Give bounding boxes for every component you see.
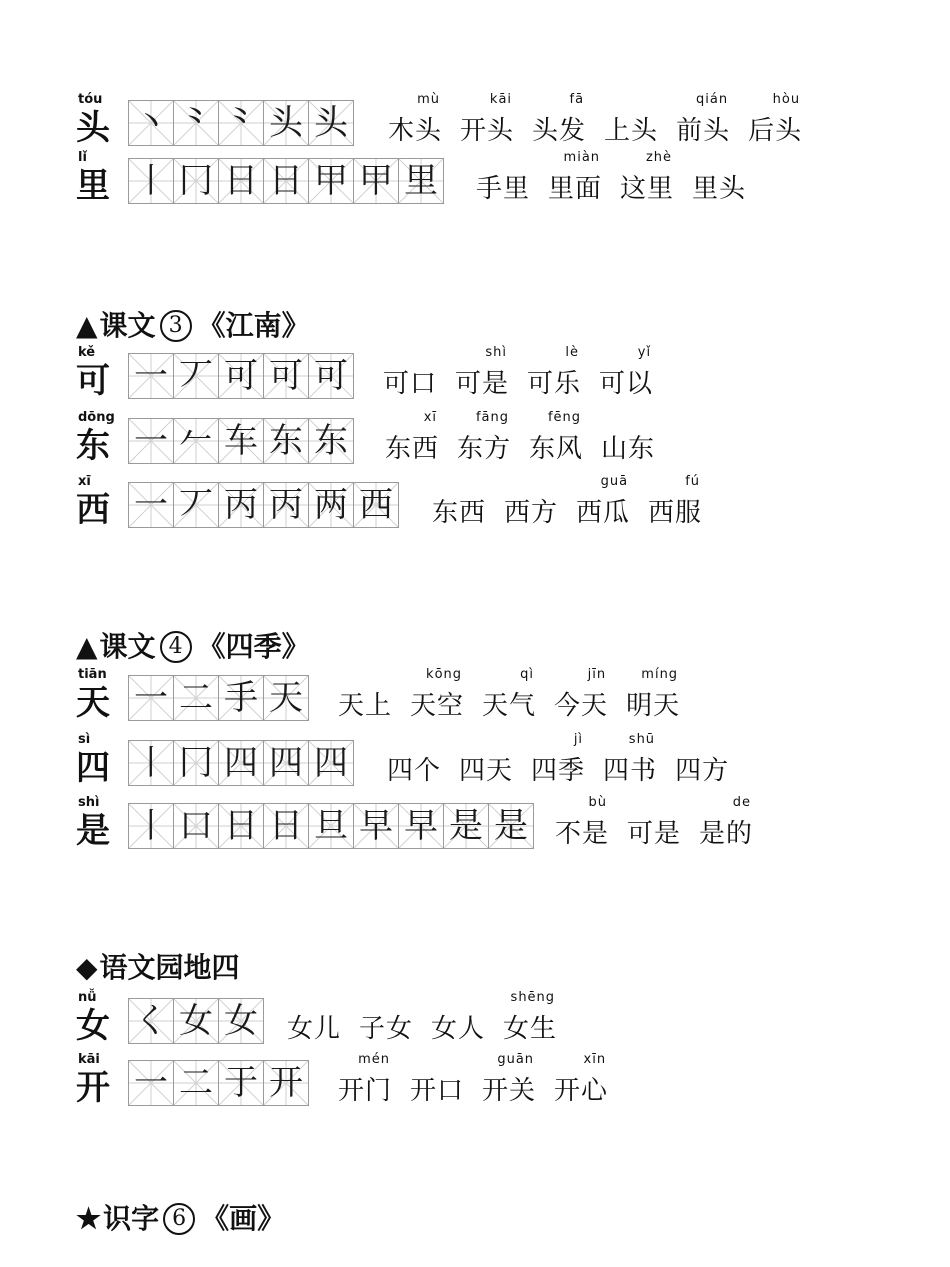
lesson-title: 《江南》	[197, 309, 310, 342]
stroke-step: 里	[404, 161, 438, 201]
word-pinyin: qián	[696, 92, 729, 107]
word-pinyin: fēng	[547, 410, 582, 425]
lesson-number: 6	[163, 1203, 195, 1235]
vocabulary-word	[527, 345, 581, 400]
stroke-cell	[173, 803, 219, 849]
stroke-step: 头	[269, 103, 303, 143]
word-pinyin: shēng	[510, 990, 556, 1005]
vocabulary-word	[620, 150, 674, 205]
section-heading	[76, 625, 310, 665]
word-text: 后头	[748, 116, 803, 146]
vocabulary-word	[604, 92, 658, 147]
word-text: 四季	[531, 756, 586, 786]
stroke-cell	[218, 675, 264, 721]
stroke-order-grid	[128, 482, 398, 528]
character-pinyin: kě	[78, 345, 96, 360]
word-text: 可乐	[527, 369, 582, 399]
vocabulary-words	[555, 795, 771, 850]
heading-marker: ◆	[76, 951, 98, 984]
stroke-step: 丨	[134, 806, 168, 846]
stroke-step: 女	[179, 1001, 213, 1041]
word-pinyin: xīn	[583, 1052, 607, 1067]
word-text: 可是	[455, 369, 510, 399]
stroke-cell	[263, 803, 309, 849]
stroke-cell	[173, 353, 219, 399]
stroke-step: 丨	[134, 743, 168, 783]
word-pinyin: míng	[641, 667, 679, 682]
word-pinyin: fā	[569, 92, 585, 107]
stroke-step: 天	[269, 678, 303, 718]
stroke-cell	[308, 158, 354, 204]
character-entry	[0, 150, 950, 212]
stroke-step: 东	[314, 421, 348, 461]
character-glyph: 西	[76, 490, 110, 530]
stroke-step: 丙	[269, 485, 303, 525]
stroke-step: ⺀	[224, 103, 258, 143]
word-text: 前头	[676, 116, 731, 146]
stroke-step: 两	[314, 485, 348, 525]
vocabulary-words	[476, 150, 764, 205]
stroke-order-grid	[128, 675, 308, 721]
stroke-cell	[398, 803, 444, 849]
stroke-order-grid	[128, 100, 353, 146]
character-pinyin: dōng	[78, 410, 115, 425]
word-text: 开口	[410, 1076, 465, 1106]
word-pinyin: qì	[520, 667, 535, 682]
word-text: 不是	[555, 819, 610, 849]
heading-marker: ▲	[76, 630, 98, 663]
character-pinyin: tóu	[78, 92, 103, 107]
vocabulary-word	[504, 474, 558, 529]
character-entry	[0, 92, 950, 154]
section-heading	[76, 946, 240, 986]
word-text: 里面	[548, 174, 603, 204]
word-pinyin: hòu	[772, 92, 801, 107]
word-pinyin: zhè	[645, 150, 673, 165]
word-text: 西方	[504, 498, 559, 528]
stroke-step: 日	[269, 161, 303, 201]
word-text: 西瓜	[576, 498, 631, 528]
stroke-step: 丨	[134, 161, 168, 201]
word-text: 东西	[432, 498, 487, 528]
vocabulary-words	[287, 990, 575, 1045]
stroke-step: 甲	[314, 161, 348, 201]
word-text: 开门	[338, 1076, 393, 1106]
stroke-cell	[128, 158, 174, 204]
stroke-cell	[218, 482, 264, 528]
word-pinyin: kōng	[426, 667, 463, 682]
stroke-cell	[263, 675, 309, 721]
word-pinyin: xī	[423, 410, 438, 425]
vocabulary-word	[576, 474, 630, 529]
word-text: 这里	[620, 174, 675, 204]
vocabulary-word	[555, 795, 609, 850]
stroke-step: 早	[404, 806, 438, 846]
stroke-cell	[353, 803, 399, 849]
stroke-cell	[128, 740, 174, 786]
word-pinyin: fú	[685, 474, 701, 489]
stroke-order-grid	[128, 418, 353, 464]
vocabulary-word	[627, 795, 681, 850]
stroke-step: く	[134, 1001, 168, 1041]
word-text: 东西	[385, 434, 440, 464]
stroke-cell	[218, 803, 264, 849]
vocabulary-words	[388, 92, 820, 147]
stroke-step: 是	[449, 806, 483, 846]
word-text: 头发	[532, 116, 587, 146]
vocabulary-word	[338, 1052, 392, 1107]
word-pinyin: de	[732, 795, 752, 810]
word-text: 可以	[599, 369, 654, 399]
stroke-step: 日	[224, 806, 258, 846]
stroke-order-grid	[128, 353, 353, 399]
character-glyph: 女	[76, 1006, 110, 1046]
vocabulary-word	[529, 410, 583, 465]
stroke-cell	[128, 418, 174, 464]
section-heading	[76, 1197, 285, 1237]
stroke-cell	[173, 740, 219, 786]
vocabulary-words	[385, 410, 673, 465]
vocabulary-word	[599, 345, 653, 400]
stroke-cell	[443, 803, 489, 849]
stroke-step: 旦	[314, 806, 348, 846]
stroke-step: 是	[494, 806, 528, 846]
vocabulary-word	[287, 990, 341, 1045]
character-pinyin: nǚ	[78, 990, 97, 1005]
vocabulary-word	[692, 150, 746, 205]
character-entry	[0, 410, 950, 472]
word-pinyin: jīn	[587, 667, 607, 682]
stroke-step: 𠂉	[179, 421, 213, 461]
stroke-step: 口	[179, 806, 213, 846]
stroke-step: 于	[224, 1063, 258, 1103]
stroke-cell	[218, 158, 264, 204]
word-text: 山东	[601, 434, 656, 464]
character-entry	[0, 990, 950, 1052]
vocabulary-word	[431, 990, 485, 1045]
vocabulary-word	[603, 732, 657, 787]
character-glyph: 头	[76, 108, 110, 148]
word-pinyin: jì	[573, 732, 584, 747]
stroke-step: 东	[269, 421, 303, 461]
stroke-cell	[263, 100, 309, 146]
stroke-cell	[128, 1060, 174, 1106]
word-text: 今天	[554, 691, 609, 721]
word-text: 可是	[627, 819, 682, 849]
word-pinyin: shì	[485, 345, 508, 360]
character-pinyin: shì	[78, 795, 100, 810]
stroke-step: 二	[179, 1063, 213, 1103]
stroke-step: 四	[224, 743, 258, 783]
vocabulary-word	[482, 1052, 536, 1107]
stroke-step: 丶	[134, 103, 168, 143]
stroke-step: 冂	[179, 743, 213, 783]
stroke-step: 车	[224, 421, 258, 461]
vocabulary-words	[387, 732, 747, 787]
stroke-cell	[263, 1060, 309, 1106]
heading-label: 课文	[99, 309, 156, 342]
vocabulary-word	[432, 474, 486, 529]
vocabulary-word	[387, 732, 441, 787]
stroke-step: 一	[134, 1063, 168, 1103]
stroke-step: 早	[359, 806, 393, 846]
vocabulary-word	[410, 667, 464, 722]
word-pinyin: mén	[358, 1052, 391, 1067]
heading-label: 语文园地四	[99, 951, 240, 984]
stroke-cell	[308, 482, 354, 528]
character-entry	[0, 345, 950, 407]
word-text: 开头	[460, 116, 515, 146]
stroke-cell	[173, 418, 219, 464]
character-glyph: 天	[76, 683, 110, 723]
word-text: 是的	[699, 819, 754, 849]
word-text: 可口	[383, 369, 438, 399]
vocabulary-word	[388, 92, 442, 147]
stroke-step: 日	[269, 806, 303, 846]
word-text: 女生	[503, 1014, 558, 1044]
word-pinyin: miàn	[563, 150, 601, 165]
word-text: 天空	[410, 691, 465, 721]
stroke-cell	[308, 740, 354, 786]
stroke-cell	[263, 158, 309, 204]
vocabulary-word	[531, 732, 585, 787]
vocabulary-word	[455, 345, 509, 400]
character-glyph: 开	[76, 1068, 110, 1108]
word-pinyin: shū	[628, 732, 656, 747]
word-text: 西服	[648, 498, 703, 528]
vocabulary-word	[554, 1052, 608, 1107]
stroke-cell	[218, 998, 264, 1044]
vocabulary-word	[626, 667, 680, 722]
stroke-step: 手	[224, 678, 258, 718]
character-entry	[0, 474, 950, 536]
stroke-order-grid	[128, 803, 533, 849]
heading-marker: ★	[76, 1202, 102, 1235]
vocabulary-word	[548, 150, 602, 205]
word-text: 木头	[388, 116, 443, 146]
stroke-order-grid	[128, 158, 443, 204]
vocabulary-words	[432, 474, 720, 529]
character-pinyin: lǐ	[78, 150, 87, 165]
character-glyph: 四	[76, 748, 110, 788]
vocabulary-words	[338, 1052, 626, 1107]
stroke-step: 一	[134, 485, 168, 525]
word-text: 东风	[529, 434, 584, 464]
stroke-cell	[218, 740, 264, 786]
stroke-step: 二	[179, 678, 213, 718]
word-text: 四个	[387, 756, 442, 786]
heading-marker: ▲	[76, 309, 98, 342]
word-text: 天上	[338, 691, 393, 721]
stroke-cell	[218, 353, 264, 399]
word-pinyin: lè	[565, 345, 580, 360]
vocabulary-word	[459, 732, 513, 787]
stroke-step: 丙	[224, 485, 258, 525]
section-heading	[76, 304, 310, 344]
stroke-cell	[353, 482, 399, 528]
stroke-cell	[263, 482, 309, 528]
stroke-cell	[173, 158, 219, 204]
vocabulary-word	[601, 410, 655, 465]
stroke-step: 丆	[179, 485, 213, 525]
stroke-step: 四	[314, 743, 348, 783]
stroke-cell	[308, 100, 354, 146]
word-pinyin: guān	[497, 1052, 535, 1067]
character-glyph: 里	[76, 166, 110, 206]
stroke-step: 日	[224, 161, 258, 201]
stroke-order-grid	[128, 1060, 308, 1106]
stroke-order-grid	[128, 740, 353, 786]
stroke-cell	[308, 803, 354, 849]
vocabulary-word	[748, 92, 802, 147]
vocabulary-word	[457, 410, 511, 465]
character-entry	[0, 1052, 950, 1114]
word-text: 四方	[675, 756, 730, 786]
stroke-step: 一	[134, 421, 168, 461]
stroke-step: 可	[314, 356, 348, 396]
stroke-cell	[173, 100, 219, 146]
stroke-cell	[353, 158, 399, 204]
stroke-cell	[218, 100, 264, 146]
vocabulary-words	[338, 667, 698, 722]
lesson-number: 3	[160, 310, 192, 342]
stroke-cell	[128, 482, 174, 528]
stroke-cell	[398, 158, 444, 204]
stroke-cell	[128, 803, 174, 849]
word-text: 子女	[359, 1014, 414, 1044]
stroke-step: 开	[269, 1063, 303, 1103]
stroke-cell	[128, 353, 174, 399]
character-glyph: 可	[76, 361, 110, 401]
word-pinyin: fāng	[475, 410, 510, 425]
vocabulary-word	[699, 795, 753, 850]
character-glyph: 东	[76, 426, 110, 466]
word-pinyin: kāi	[489, 92, 513, 107]
stroke-cell	[263, 740, 309, 786]
character-pinyin: kāi	[78, 1052, 100, 1067]
word-text: 女儿	[287, 1014, 342, 1044]
word-text: 开心	[554, 1076, 609, 1106]
stroke-cell	[128, 998, 174, 1044]
stroke-step: 西	[359, 485, 393, 525]
vocabulary-word	[532, 92, 586, 147]
word-text: 女人	[431, 1014, 486, 1044]
character-pinyin: tiān	[78, 667, 107, 682]
stroke-step: 一	[134, 356, 168, 396]
stroke-step: ⺀	[179, 103, 213, 143]
vocabulary-word	[482, 667, 536, 722]
word-text: 东方	[457, 434, 512, 464]
lesson-title: 《四季》	[197, 630, 310, 663]
character-glyph: 是	[76, 811, 110, 851]
vocabulary-word	[648, 474, 702, 529]
vocabulary-words	[383, 345, 671, 400]
character-pinyin: sì	[78, 732, 91, 747]
lesson-title: 《画》	[201, 1202, 286, 1235]
vocabulary-word	[503, 990, 557, 1045]
word-text: 天气	[482, 691, 537, 721]
character-pinyin: xī	[78, 474, 91, 489]
vocabulary-word	[460, 92, 514, 147]
stroke-cell	[488, 803, 534, 849]
stroke-step: 四	[269, 743, 303, 783]
stroke-cell	[173, 1060, 219, 1106]
stroke-cell	[308, 418, 354, 464]
vocabulary-word	[359, 990, 413, 1045]
stroke-step: 头	[314, 103, 348, 143]
character-entry	[0, 732, 950, 794]
vocabulary-word	[554, 667, 608, 722]
vocabulary-word	[410, 1052, 464, 1107]
word-text: 手里	[476, 174, 531, 204]
stroke-step: 女	[224, 1001, 258, 1041]
word-text: 上头	[604, 116, 659, 146]
character-entry	[0, 795, 950, 857]
stroke-cell	[263, 353, 309, 399]
word-text: 里头	[692, 174, 747, 204]
stroke-step: 可	[269, 356, 303, 396]
stroke-cell	[263, 418, 309, 464]
stroke-cell	[173, 675, 219, 721]
vocabulary-word	[476, 150, 530, 205]
vocabulary-word	[383, 345, 437, 400]
stroke-order-grid	[128, 998, 263, 1044]
vocabulary-word	[676, 92, 730, 147]
stroke-cell	[173, 482, 219, 528]
vocabulary-word	[385, 410, 439, 465]
stroke-cell	[218, 418, 264, 464]
stroke-step: 一	[134, 678, 168, 718]
stroke-step: 可	[224, 356, 258, 396]
lesson-number: 4	[160, 631, 192, 663]
word-text: 明天	[626, 691, 681, 721]
vocabulary-word	[338, 667, 392, 722]
stroke-step: 丆	[179, 356, 213, 396]
heading-label: 课文	[99, 630, 156, 663]
word-pinyin: yǐ	[637, 345, 652, 360]
stroke-cell	[128, 100, 174, 146]
word-text: 开关	[482, 1076, 537, 1106]
stroke-cell	[308, 353, 354, 399]
word-text: 四天	[459, 756, 514, 786]
stroke-step: 冂	[179, 161, 213, 201]
character-entry	[0, 667, 950, 729]
stroke-cell	[128, 675, 174, 721]
vocabulary-word	[675, 732, 729, 787]
word-pinyin: guā	[600, 474, 629, 489]
stroke-cell	[173, 998, 219, 1044]
heading-label: 识字	[103, 1202, 160, 1235]
stroke-cell	[218, 1060, 264, 1106]
word-pinyin: bù	[588, 795, 608, 810]
word-pinyin: mù	[417, 92, 441, 107]
stroke-step: 甲	[359, 161, 393, 201]
word-text: 四书	[603, 756, 658, 786]
